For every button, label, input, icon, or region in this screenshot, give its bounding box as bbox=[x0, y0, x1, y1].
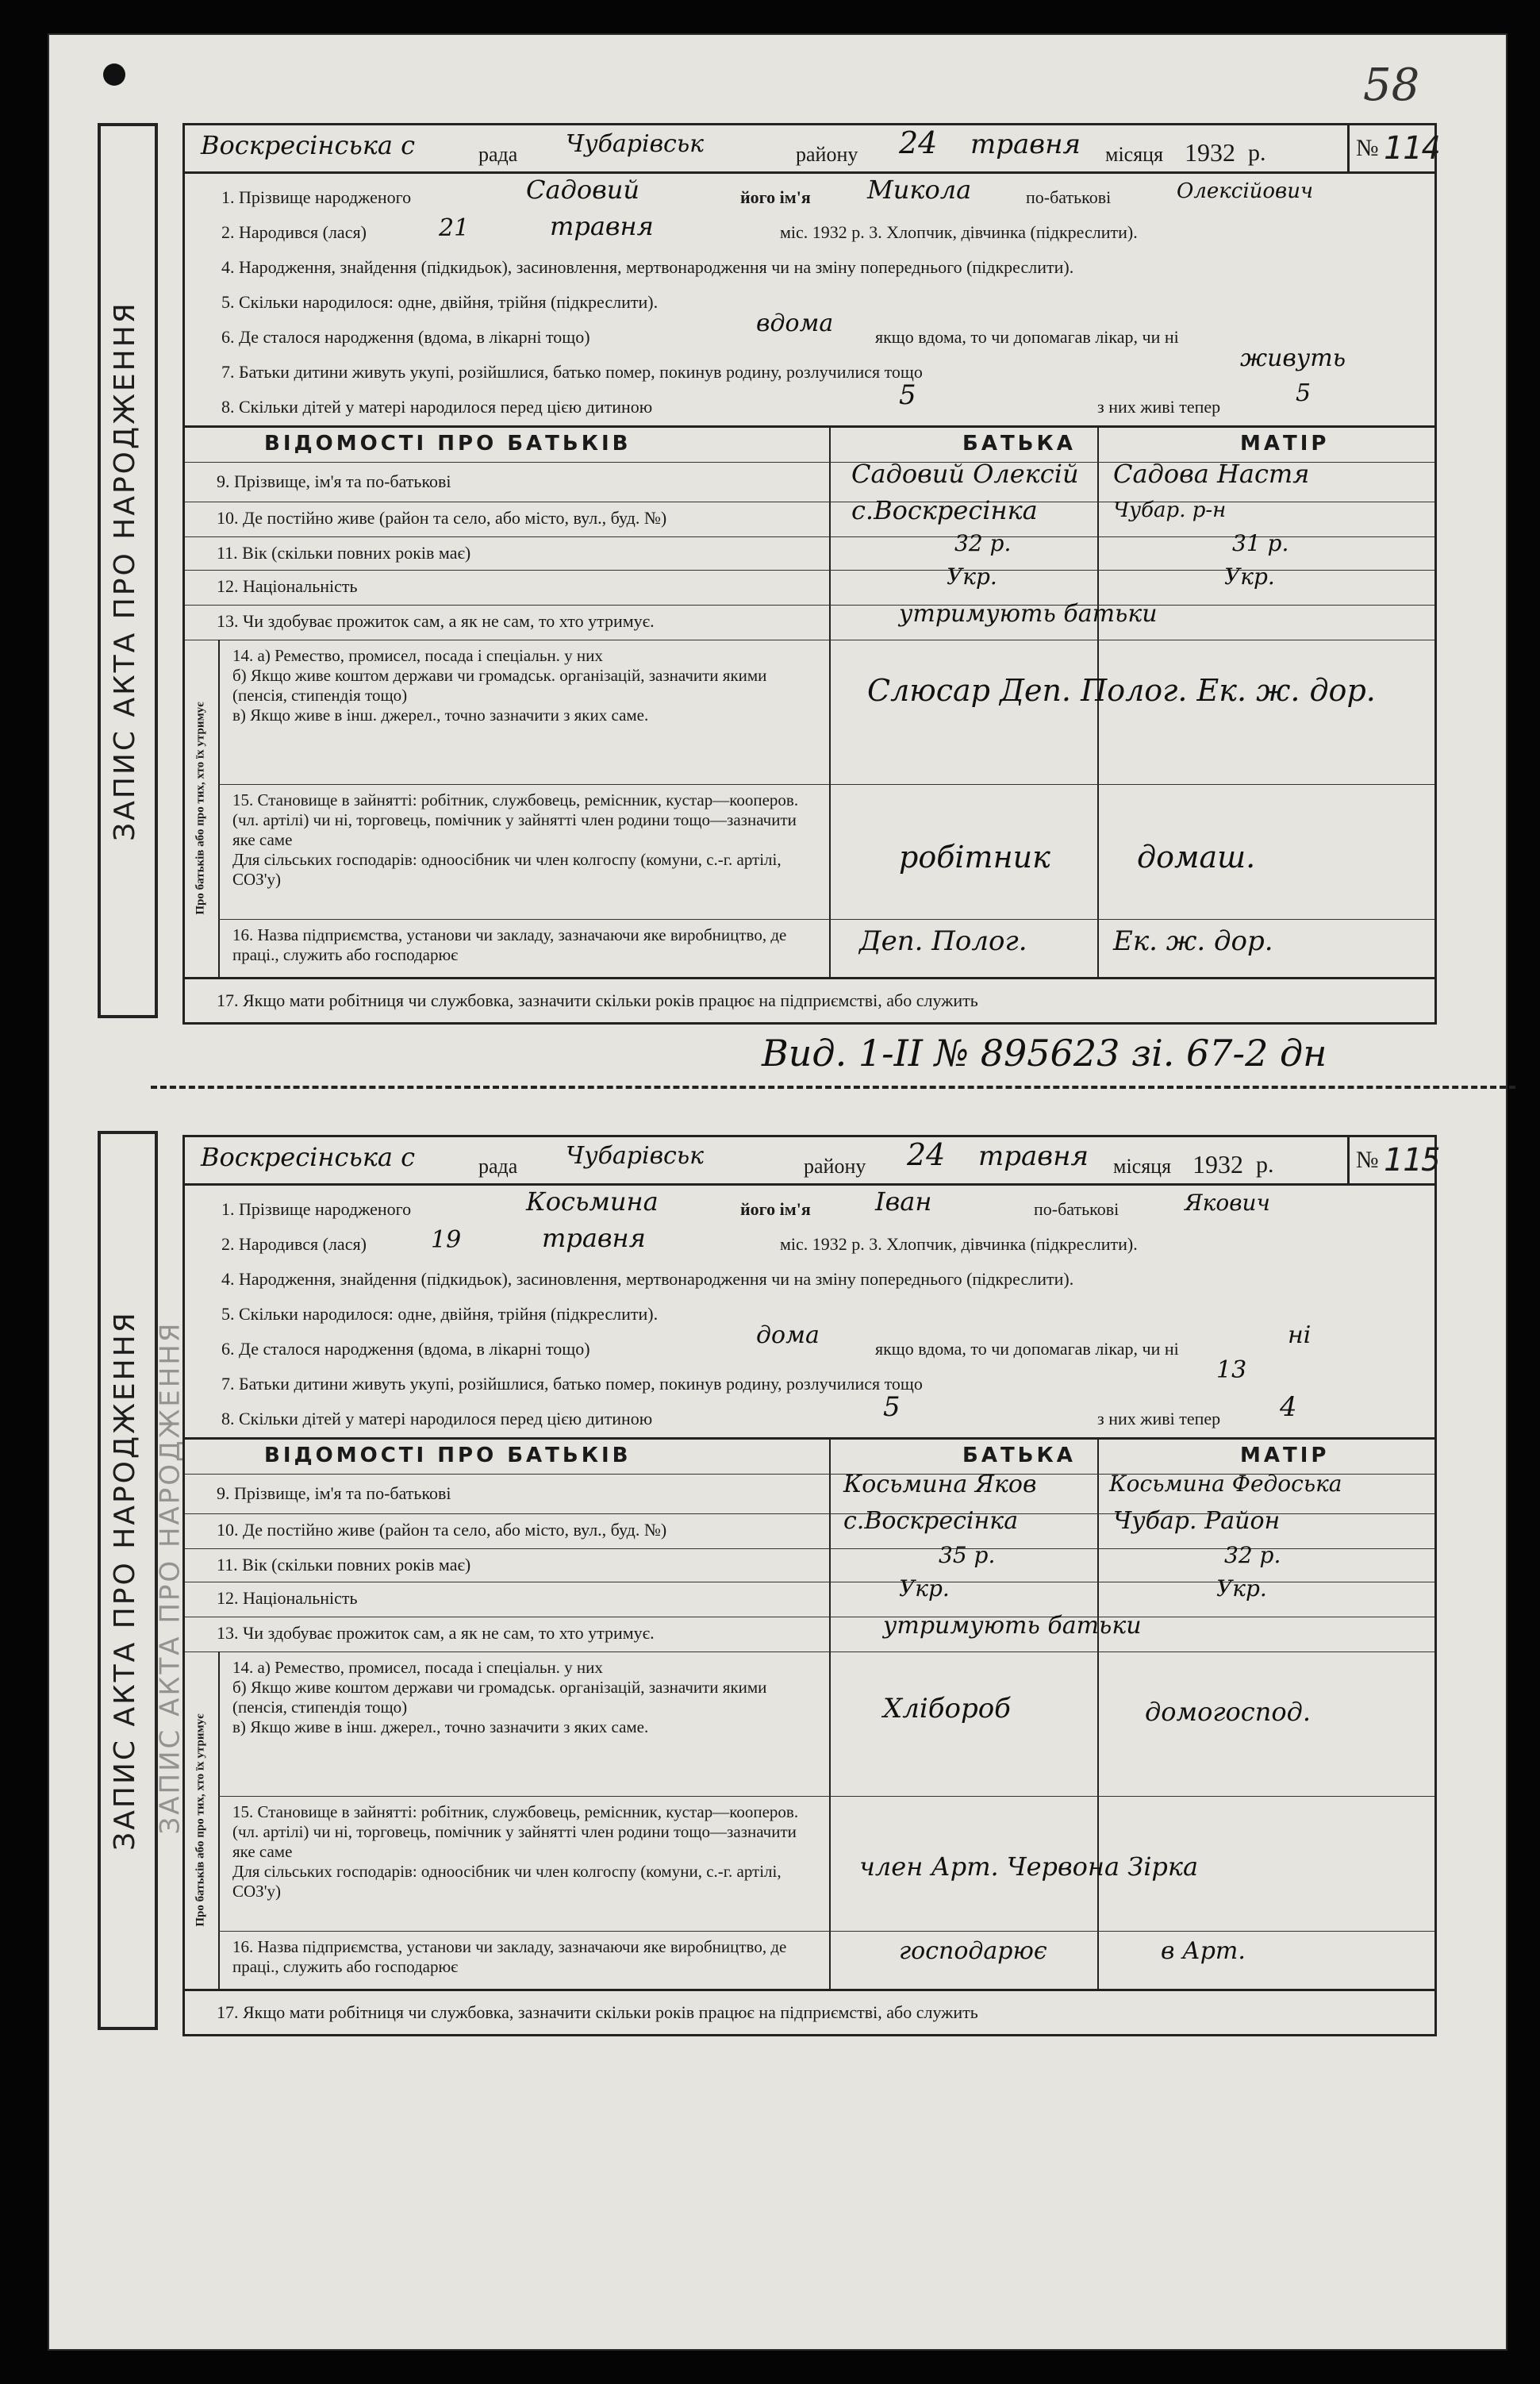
row-11-father: 35 р. bbox=[939, 1542, 996, 1568]
l2-rest: міс. 1932 р. 3. Хлопчик, дівчинка (підкреслити). bbox=[780, 222, 1138, 242]
row-13-label: 13. Чи здобуває прожиток сам, а як не сам, то хто утримує. bbox=[217, 1623, 655, 1643]
month-value: травня bbox=[978, 1140, 1089, 1172]
l1-patr-label: по-батькові bbox=[1026, 187, 1112, 207]
l2-label: 2. Народився (лася) bbox=[221, 1234, 367, 1254]
rada-label: рада bbox=[478, 1155, 518, 1178]
row-11-label: 11. Вік (скільки повних років має) bbox=[217, 543, 471, 563]
parents-section-header: ВІДОМОСТІ ПРО БАТЬКІВ bbox=[264, 1444, 632, 1467]
record-header bbox=[185, 1137, 1441, 1186]
row-16-father: Деп. Полог. bbox=[859, 925, 1027, 957]
mother-header: МАТІР bbox=[1240, 432, 1330, 456]
row-10-mother: Чубар. Район bbox=[1113, 1507, 1281, 1535]
record-title: ЗАПИС АКТА ПРО НАРОДЖЕННЯ bbox=[108, 300, 141, 841]
l5-text: 5. Скільки народилося: одне, двійня, трійня (підкреслити). bbox=[221, 1304, 659, 1324]
children-born: 5 bbox=[899, 379, 916, 411]
row-9-label: 9. Прізвище, ім'я та по-батькові bbox=[217, 1483, 451, 1503]
l6-label: 6. Де сталося народження (вдома, в лікарні тощо) bbox=[221, 1339, 590, 1359]
tear-line bbox=[151, 1086, 1515, 1089]
row-11-mother: 31 р. bbox=[1232, 530, 1289, 556]
row-rule bbox=[185, 605, 1434, 606]
row-15-value: член Арт. Червона Зірка bbox=[859, 1851, 1199, 1882]
child-name: Микола bbox=[867, 175, 972, 205]
l8-rest: з них живі тепер bbox=[1097, 1409, 1221, 1428]
row-rule bbox=[218, 1931, 1434, 1932]
l5-text: 5. Скільки народилося: одне, двійня, трійня (підкреслити). bbox=[221, 292, 659, 312]
row-rule bbox=[218, 919, 1434, 920]
row-12-father: Укр. bbox=[899, 1575, 950, 1602]
row-rule bbox=[218, 1796, 1434, 1797]
child-patronymic: Олексійович bbox=[1177, 179, 1314, 203]
born-day: 19 bbox=[431, 1226, 462, 1254]
table-top-rule bbox=[185, 1437, 1434, 1440]
l8-label: 8. Скільки дітей у матері народилося перед цією дитиною bbox=[221, 1409, 653, 1428]
l7-value: 13 bbox=[1216, 1356, 1247, 1384]
row-9-label: 9. Прізвище, ім'я та по-батькові bbox=[217, 471, 451, 491]
record-number: 114 bbox=[1383, 130, 1441, 167]
record-form bbox=[182, 123, 1441, 1025]
l6-rest: якщо вдома, то чи допомагав лікар, чи ні bbox=[875, 1339, 1179, 1359]
row-15-label: 15. Становище в зайнятті: робітник, службовець, реміснник, кустар—кооперов. (чл. артілі) чи ні, торговець, помічник у зайнятті член родини тощо—зазначити яке саме Для сільських господарів: одноосібник чи член колгоспу (комуни, с.-г. артілі, СОЗ'у) bbox=[232, 790, 799, 889]
l1-label: 1. Прізвище народженого bbox=[221, 187, 412, 207]
row-10-label: 10. Де постійно живе (район та село, або місто, вул., буд. №) bbox=[217, 1520, 667, 1540]
l17-text: 17. Якщо мати робітниця чи службовка, зазначити скільки років працює на підприємстві, або служить bbox=[217, 990, 978, 1010]
side-divider bbox=[218, 640, 220, 977]
punch-hole-top bbox=[103, 63, 125, 86]
l4-text: 4. Народження, знайдення (підкидьок), засиновлення, мертвонародження чи на зміну попереднього (підкреслити). bbox=[221, 257, 1074, 277]
born-month: травня bbox=[550, 211, 654, 241]
row-15-father: робітник bbox=[899, 840, 1050, 875]
parents-section-header: ВІДОМОСТІ ПРО БАТЬКІВ bbox=[264, 432, 632, 456]
mother-header: МАТІР bbox=[1240, 1444, 1330, 1467]
row-13-label: 13. Чи здобуває прожиток сам, а як не сам, то хто утримує. bbox=[217, 611, 655, 631]
row-10-father: с.Воскресінка bbox=[843, 1507, 1019, 1535]
l6-value: ні bbox=[1288, 1321, 1311, 1349]
l7-text: 7. Батьки дитини живуть укупі, розійшлися, батько помер, покинув родину, розлучилися тощо bbox=[221, 1374, 923, 1394]
record-header bbox=[185, 125, 1441, 174]
row-12-label: 12. Національність bbox=[217, 576, 358, 596]
parents-side-label: Про батьків або про тих, хто їх утримує bbox=[194, 702, 207, 915]
raion-label: району bbox=[796, 143, 858, 166]
l2-label: 2. Народився (лася) bbox=[221, 222, 367, 242]
row-11-mother: 32 р. bbox=[1224, 1542, 1281, 1568]
misyatsia-label: місяця bbox=[1113, 1155, 1172, 1178]
annotation: Вид. 1-ІІ № 895623 зі. 67-2 дн bbox=[762, 1032, 1327, 1075]
row-13-value: утримують батьки bbox=[899, 600, 1158, 628]
council-value: Воскресінська с bbox=[201, 130, 416, 160]
council-value: Воскресінська с bbox=[201, 1142, 416, 1172]
l6-label: 6. Де сталося народження (вдома, в лікарні тощо) bbox=[221, 327, 590, 347]
row-rule bbox=[185, 1989, 1434, 1991]
row-14-label: 14. а) Ремество, промисел, посада і спеціальн. у них б) Якщо живе коштом держави чи громадськ. організацій, зазначити якими (пенсія, стипендія тощо) в) Якщо живе в інш. джерел., точно зазначити з яких саме. bbox=[232, 1658, 767, 1736]
year-value: 1932 bbox=[1185, 138, 1235, 167]
record-number-box bbox=[1347, 125, 1441, 171]
children-alive: 4 bbox=[1280, 1391, 1297, 1423]
father-header: БАТЬКА bbox=[962, 1444, 1076, 1467]
row-15-label: 15. Становище в зайнятті: робітник, службовець, реміснник, кустар—кооперов. (чл. артілі) чи ні, торговець, помічник у зайнятті член родини тощо—зазначити яке саме Для сільських господарів: одноосібник чи член колгоспу (комуни, с.-г. артілі, СОЗ'у) bbox=[232, 1802, 799, 1901]
r-label: р. bbox=[1248, 140, 1266, 166]
birth-place: вдома bbox=[756, 310, 834, 337]
row-10-label: 10. Де постійно живе (район та село, або місто, вул., буд. №) bbox=[217, 508, 667, 528]
district-value: Чубарівськ bbox=[566, 130, 705, 158]
rada-label: рада bbox=[478, 143, 518, 166]
born-day: 21 bbox=[439, 214, 470, 242]
row-rule bbox=[185, 1651, 1434, 1652]
l2-rest: міс. 1932 р. 3. Хлопчик, дівчинка (підкреслити). bbox=[780, 1234, 1138, 1254]
side-divider bbox=[218, 1651, 220, 1989]
record-title-box bbox=[98, 123, 158, 1018]
row-12-mother: Укр. bbox=[1224, 563, 1275, 590]
l4-text: 4. Народження, знайдення (підкидьок), засиновлення, мертвонародження чи на зміну попереднього (підкреслити). bbox=[221, 1269, 1074, 1289]
father-header: БАТЬКА bbox=[962, 432, 1076, 456]
l1-patr-label: по-батькові bbox=[1034, 1199, 1119, 1219]
born-month: травня bbox=[542, 1223, 646, 1253]
row-14-value: Слюсар Деп. Полог. Ек. ж. дор. bbox=[867, 673, 1376, 708]
day-value: 24 bbox=[899, 125, 938, 160]
row-16-label: 16. Назва підприємства, установи чи закладу, зазначаючи яке виробництво, де праці., служить або господарює bbox=[232, 1937, 791, 1976]
col-divider-2 bbox=[1097, 1437, 1099, 1989]
row-9-mother: Садова Настя bbox=[1113, 459, 1310, 489]
l17-text: 17. Якщо мати робітниця чи службовка, зазначити скільки років працює на підприємстві, або служить bbox=[217, 2002, 978, 2022]
col-divider-1 bbox=[829, 1437, 831, 1989]
row-13-value: утримують батьки bbox=[883, 1612, 1142, 1640]
l1-name-label: його ім'я bbox=[740, 187, 811, 207]
row-14-label: 14. а) Ремество, промисел, посада і спеціальн. у них б) Якщо живе коштом держави чи громадськ. організацій, зазначити якими (пенсія, стипендія тощо) в) Якщо живе в інш. джерел., точно зазначити з яких саме. bbox=[232, 646, 767, 725]
row-10-father: с.Воскресінка bbox=[851, 495, 1038, 525]
child-name: Іван bbox=[875, 1186, 932, 1217]
month-value: травня bbox=[970, 129, 1081, 160]
raion-label: району bbox=[804, 1155, 866, 1178]
row-16-father: господарює bbox=[899, 1937, 1047, 1965]
record-title: ЗАПИС АКТА ПРО НАРОДЖЕННЯ bbox=[108, 1310, 141, 1851]
row-12-label: 12. Національність bbox=[217, 1588, 358, 1608]
row-15-mother: домаш. bbox=[1137, 840, 1256, 875]
row-rule bbox=[218, 784, 1434, 785]
district-value: Чубарівськ bbox=[566, 1142, 705, 1170]
row-16-mother: в Арт. bbox=[1161, 1937, 1246, 1965]
row-rule bbox=[185, 977, 1434, 979]
row-14-father: Хлібороб bbox=[883, 1693, 1011, 1725]
number-label: № bbox=[1356, 1147, 1379, 1173]
children-alive: 5 bbox=[1296, 379, 1311, 407]
col-divider-1 bbox=[829, 425, 831, 977]
record-number-box bbox=[1347, 1137, 1441, 1183]
children-born: 5 bbox=[883, 1391, 901, 1423]
row-16-mother: Ек. ж. дор. bbox=[1113, 925, 1273, 957]
parents-side-label: Про батьків або про тих, хто їх утримує bbox=[194, 1713, 207, 1927]
row-16-label: 16. Назва підприємства, установи чи закладу, зазначаючи яке виробництво, де праці., служить або господарює bbox=[232, 925, 791, 964]
table-top-rule bbox=[185, 425, 1434, 428]
bleed-through-title: ЗАПИС АКТА ПРО НАРОДЖЕННЯ bbox=[154, 1321, 186, 1834]
row-12-mother: Укр. bbox=[1216, 1575, 1267, 1602]
l7-text: 7. Батьки дитини живуть укупі, розійшлися, батько помер, покинув родину, розлучилися тощо bbox=[221, 362, 923, 382]
birth-place: дома bbox=[756, 1321, 820, 1349]
row-12-father: Укр. bbox=[947, 563, 997, 590]
l1-name-label: його ім'я bbox=[740, 1199, 811, 1219]
row-9-mother: Косьмина Федоська bbox=[1109, 1471, 1342, 1497]
l7-value: живуть bbox=[1240, 344, 1346, 372]
row-10-mother: Чубар. р-н bbox=[1113, 498, 1227, 522]
l6-rest: якщо вдома, то чи допомагав лікар, чи ні bbox=[875, 327, 1179, 347]
row-11-label: 11. Вік (скільки повних років має) bbox=[217, 1555, 471, 1575]
child-surname: Косьмина bbox=[526, 1186, 659, 1217]
page-number: 58 bbox=[1363, 60, 1420, 111]
row-11-father: 32 р. bbox=[954, 530, 1012, 556]
year-value: 1932 bbox=[1192, 1150, 1243, 1179]
row-9-father: Косьмина Яков bbox=[843, 1471, 1037, 1498]
record-number: 115 bbox=[1383, 1142, 1441, 1179]
record-form bbox=[182, 1135, 1441, 2036]
r-label: р. bbox=[1256, 1152, 1274, 1178]
l8-label: 8. Скільки дітей у матері народилося перед цією дитиною bbox=[221, 397, 653, 417]
l1-label: 1. Прізвище народженого bbox=[221, 1199, 412, 1219]
number-label: № bbox=[1356, 135, 1379, 161]
row-9-father: Садовий Олексій bbox=[851, 459, 1079, 489]
l8-rest: з них живі тепер bbox=[1097, 397, 1221, 417]
misyatsia-label: місяця bbox=[1105, 143, 1164, 166]
row-14-mother: домогоспод. bbox=[1145, 1697, 1311, 1727]
child-surname: Садовий bbox=[526, 175, 639, 205]
day-value: 24 bbox=[907, 1137, 946, 1172]
child-patronymic: Якович bbox=[1185, 1190, 1270, 1216]
